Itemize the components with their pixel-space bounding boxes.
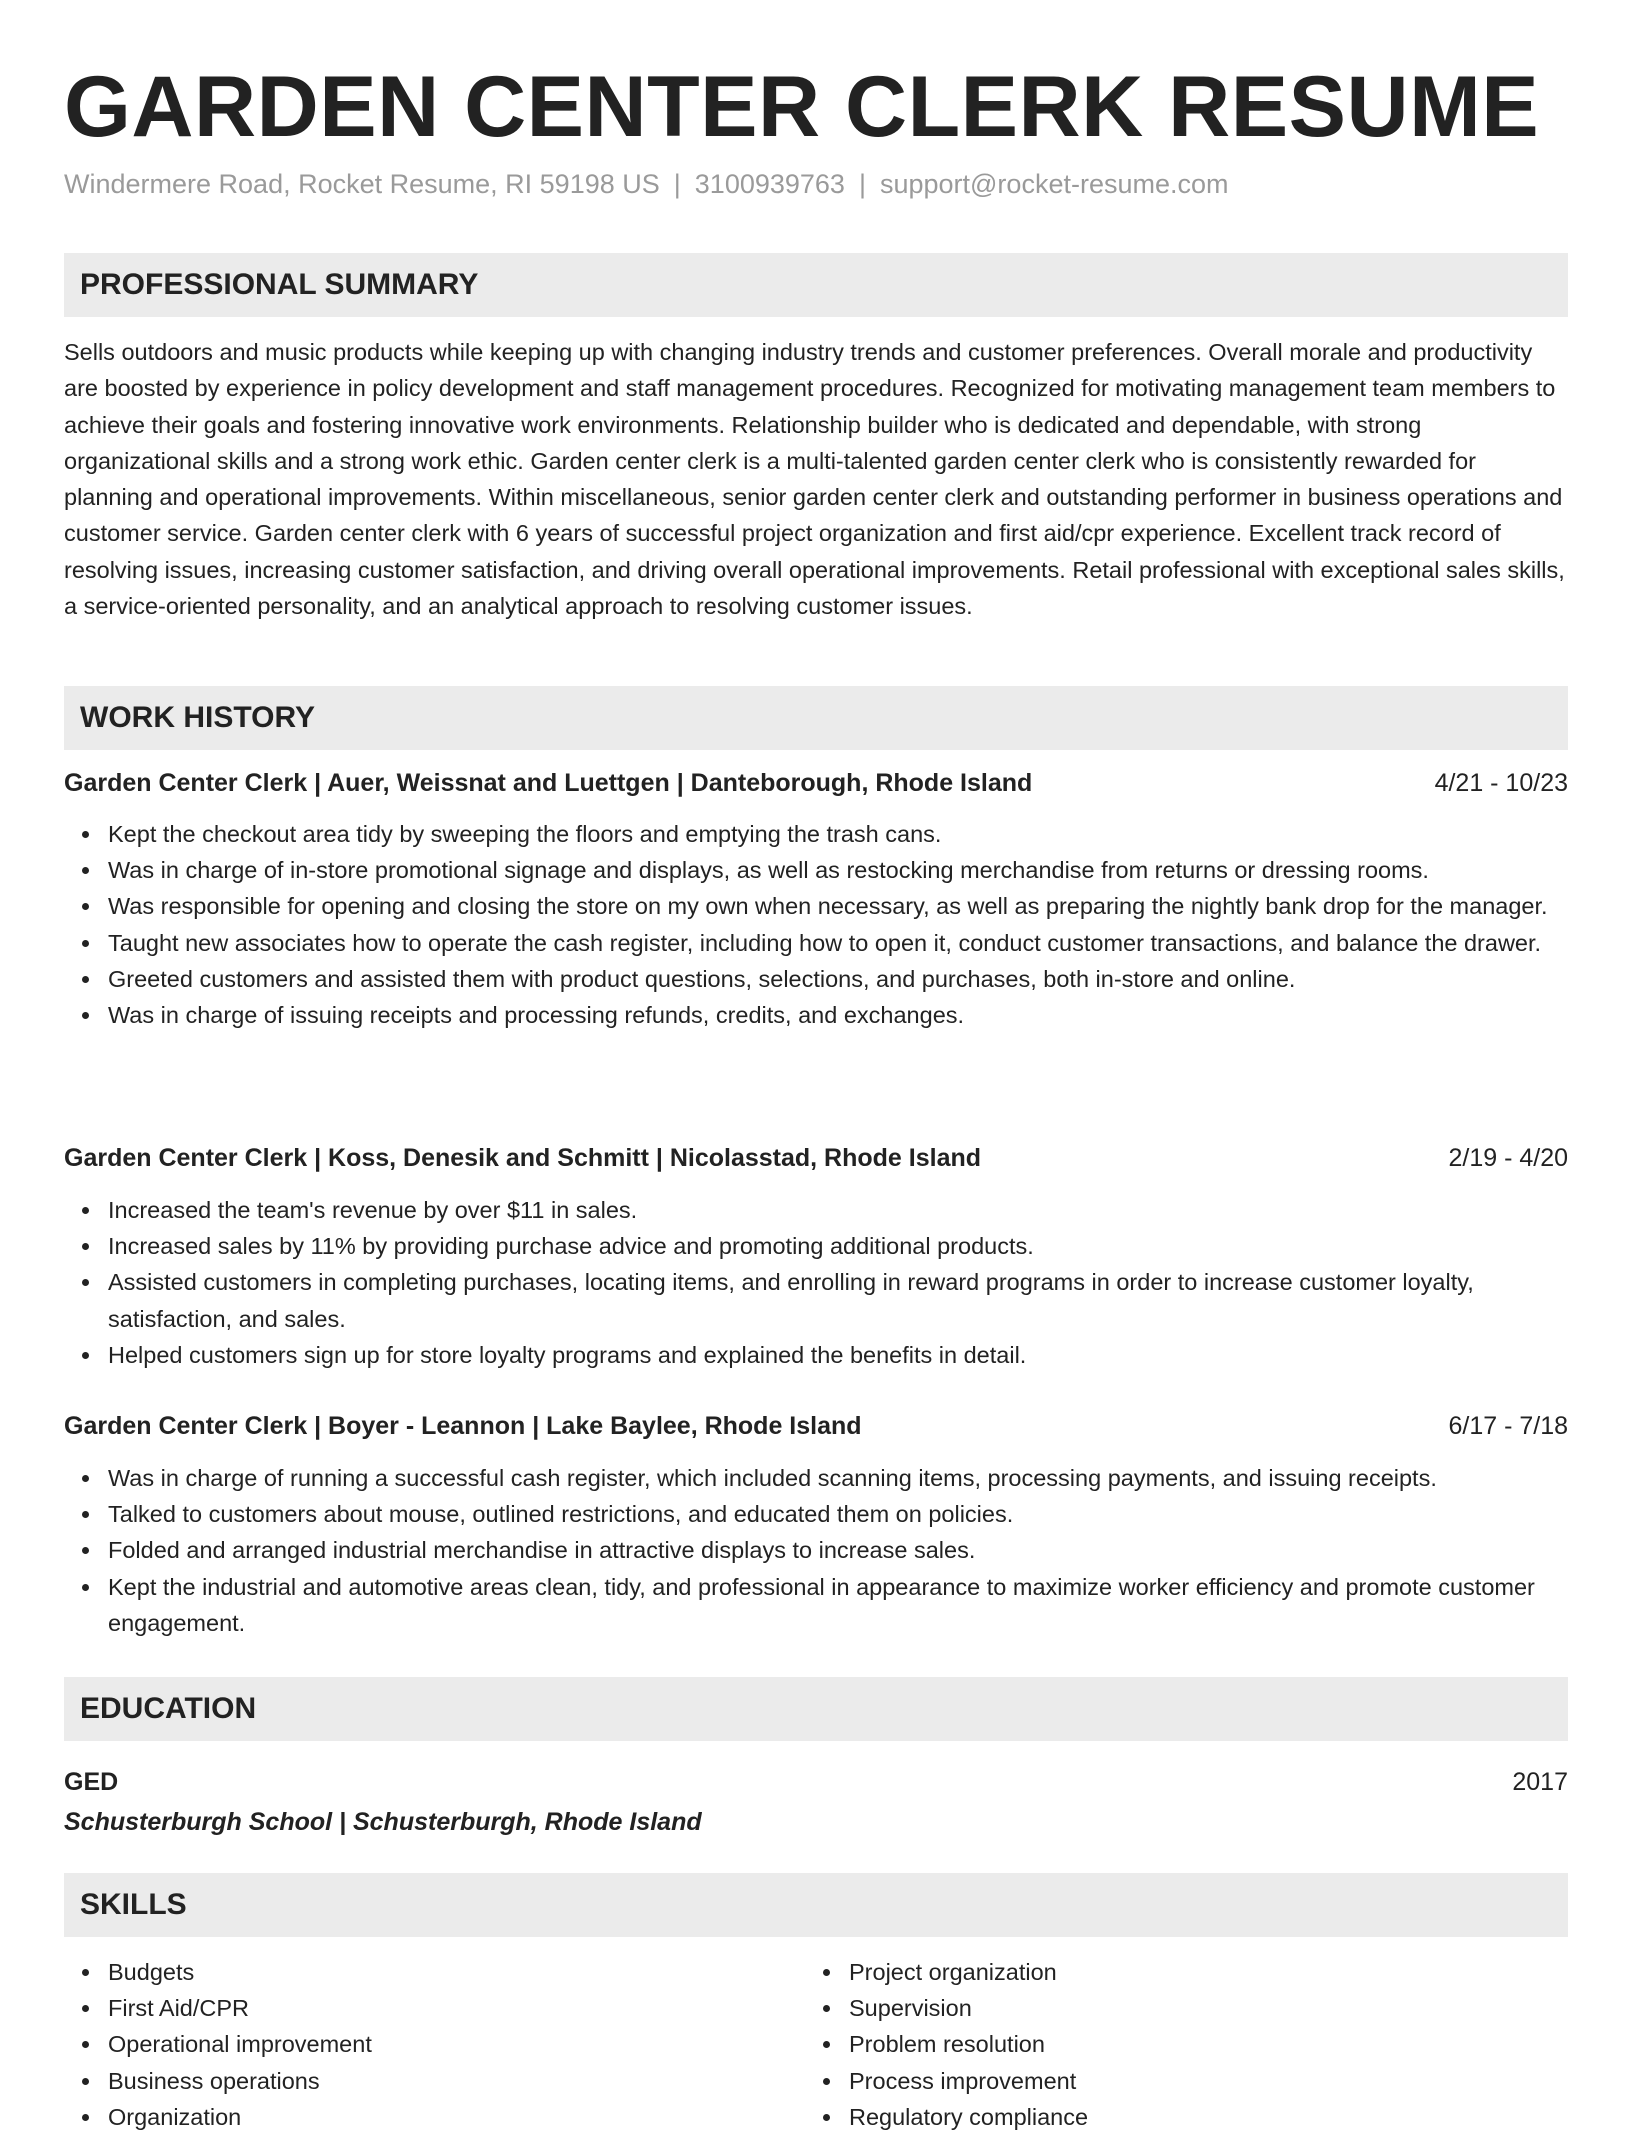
skills-list-right [805, 1954, 1632, 2135]
section-header-summary: PROFESSIONAL SUMMARY [64, 253, 1568, 317]
section-header-work-history: WORK HISTORY [64, 686, 1568, 750]
bullet-item: Helped customers sign up for store loyalty programs and explained the benefits in detail. [108, 1337, 1568, 1373]
section-header-skills: SKILLS [64, 1873, 1568, 1937]
job-bullets [64, 1460, 1568, 1641]
bullet-item: Talked to customers about mouse, outlined restrictions, and educated them on policies. [108, 1496, 1568, 1532]
bullet-item: Kept the industrial and automotive areas clean, tidy, and professional in appearance to maximize worker efficiency and promote customer engagement. [108, 1569, 1568, 1641]
skill-item: Supervision [849, 1990, 1632, 2026]
skill-item: Project organization [849, 1954, 1632, 1990]
contact-line [64, 166, 1229, 202]
bullet-item: Was responsible for opening and closing the store on my own when necessary, as well as preparing the nightly bank drop for the manager. [108, 888, 1568, 924]
summary-text: Sells outdoors and music products while keeping up with changing industry trends and customer preferences. Overall morale and productivity are boosted by experience in policy development and staff management procedures. Recognized for motivating management team members to achieve their goals and fostering innovative work environments. Relationship builder who is dedicated and dependable, with strong organizational skills and a strong work ethic. Garden center clerk is a multi-talented garden center clerk who is consistently rewarded for planning and operational improvements. Within miscellaneous, senior garden center clerk and outstanding performer in business operations and customer service. Garden center clerk with 6 years of successful project organization and first aid/cpr experience. Excellent track record of resolving issues, increasing customer satisfaction, and driving overall operational improvements. Retail professional with exceptional sales skills, a service-oriented personality, and an analytical approach to resolving customer issues. [64, 339, 1565, 620]
bullet-item: Was in charge of in-store promotional signage and displays, as well as restocking merchandise from returns or dressing rooms. [108, 852, 1568, 888]
education-degree: GED [64, 1768, 119, 1796]
education-year: 2017 [1512, 1768, 1568, 1796]
job-heading [64, 1408, 1568, 1444]
skill-item: Operational improvement [108, 2026, 1568, 2062]
contact-email[interactable]: support@rocket-resume.com [879, 169, 1229, 199]
contact-address: Windermere Road, Rocket Resume, RI 59198 US [64, 169, 660, 199]
job-title: Garden Center Clerk | Koss, Denesik and Schmitt | Nicolasstad, Rhode Island [64, 1144, 982, 1172]
section-header-education: EDUCATION [64, 1677, 1568, 1741]
bullet-item: Increased sales by 11% by providing purchase advice and promoting additional products. [108, 1228, 1568, 1264]
contact-phone[interactable]: 3100939763 [694, 169, 845, 199]
skill-item: Process improvement [849, 2063, 1632, 2099]
job-bullets [64, 816, 1568, 1033]
skill-item: Business operations [108, 2063, 1568, 2099]
bullet-item: Greeted customers and assisted them with product questions, selections, and purchases, both in-store and online. [108, 961, 1568, 997]
bullet-item: Kept the checkout area tidy by sweeping the floors and emptying the trash cans. [108, 816, 1568, 852]
bullet-item: Was in charge of running a successful cash register, which included scanning items, processing payments, and issuing receipts. [108, 1460, 1568, 1496]
bullet-item: Folded and arranged industrial merchandise in attractive displays to increase sales. [108, 1532, 1568, 1568]
skill-item: Problem resolution [849, 2026, 1632, 2062]
job-title: Garden Center Clerk | Auer, Weissnat and Luettgen | Danteborough, Rhode Island [64, 769, 1033, 797]
resume-title: GARDEN CENTER CLERK RESUME [64, 59, 1540, 155]
skill-item: Budgets [108, 1954, 1568, 1990]
job-heading [64, 765, 1568, 801]
contact-separator: | [673, 169, 681, 199]
job-dates: 4/21 - 10/23 [1434, 769, 1568, 797]
education-row [64, 1764, 1568, 1800]
job-bullets [64, 1192, 1568, 1373]
job-heading [64, 1140, 1568, 1176]
skill-item: Organization [108, 2099, 1568, 2135]
bullet-item: Taught new associates how to operate the cash register, including how to open it, conduct customer transactions, and balance the drawer. [108, 925, 1568, 961]
bullet-item: Was in charge of issuing receipts and processing refunds, credits, and exchanges. [108, 997, 1568, 1033]
bullet-item: Assisted customers in completing purchases, locating items, and enrolling in reward programs in order to increase customer loyalty, satisfaction, and sales. [108, 1264, 1568, 1336]
contact-separator: | [858, 169, 866, 199]
job-title: Garden Center Clerk | Boyer - Leannon | Lake Baylee, Rhode Island [64, 1412, 862, 1440]
education-school: Schusterburgh School | Schusterburgh, Rhode Island [64, 1808, 702, 1836]
skill-item: First Aid/CPR [108, 1990, 1568, 2026]
job-dates: 2/19 - 4/20 [1448, 1144, 1568, 1172]
skill-item: Regulatory compliance [849, 2099, 1632, 2135]
bullet-item: Increased the team's revenue by over $11 in sales. [108, 1192, 1568, 1228]
job-dates: 6/17 - 7/18 [1448, 1412, 1568, 1440]
